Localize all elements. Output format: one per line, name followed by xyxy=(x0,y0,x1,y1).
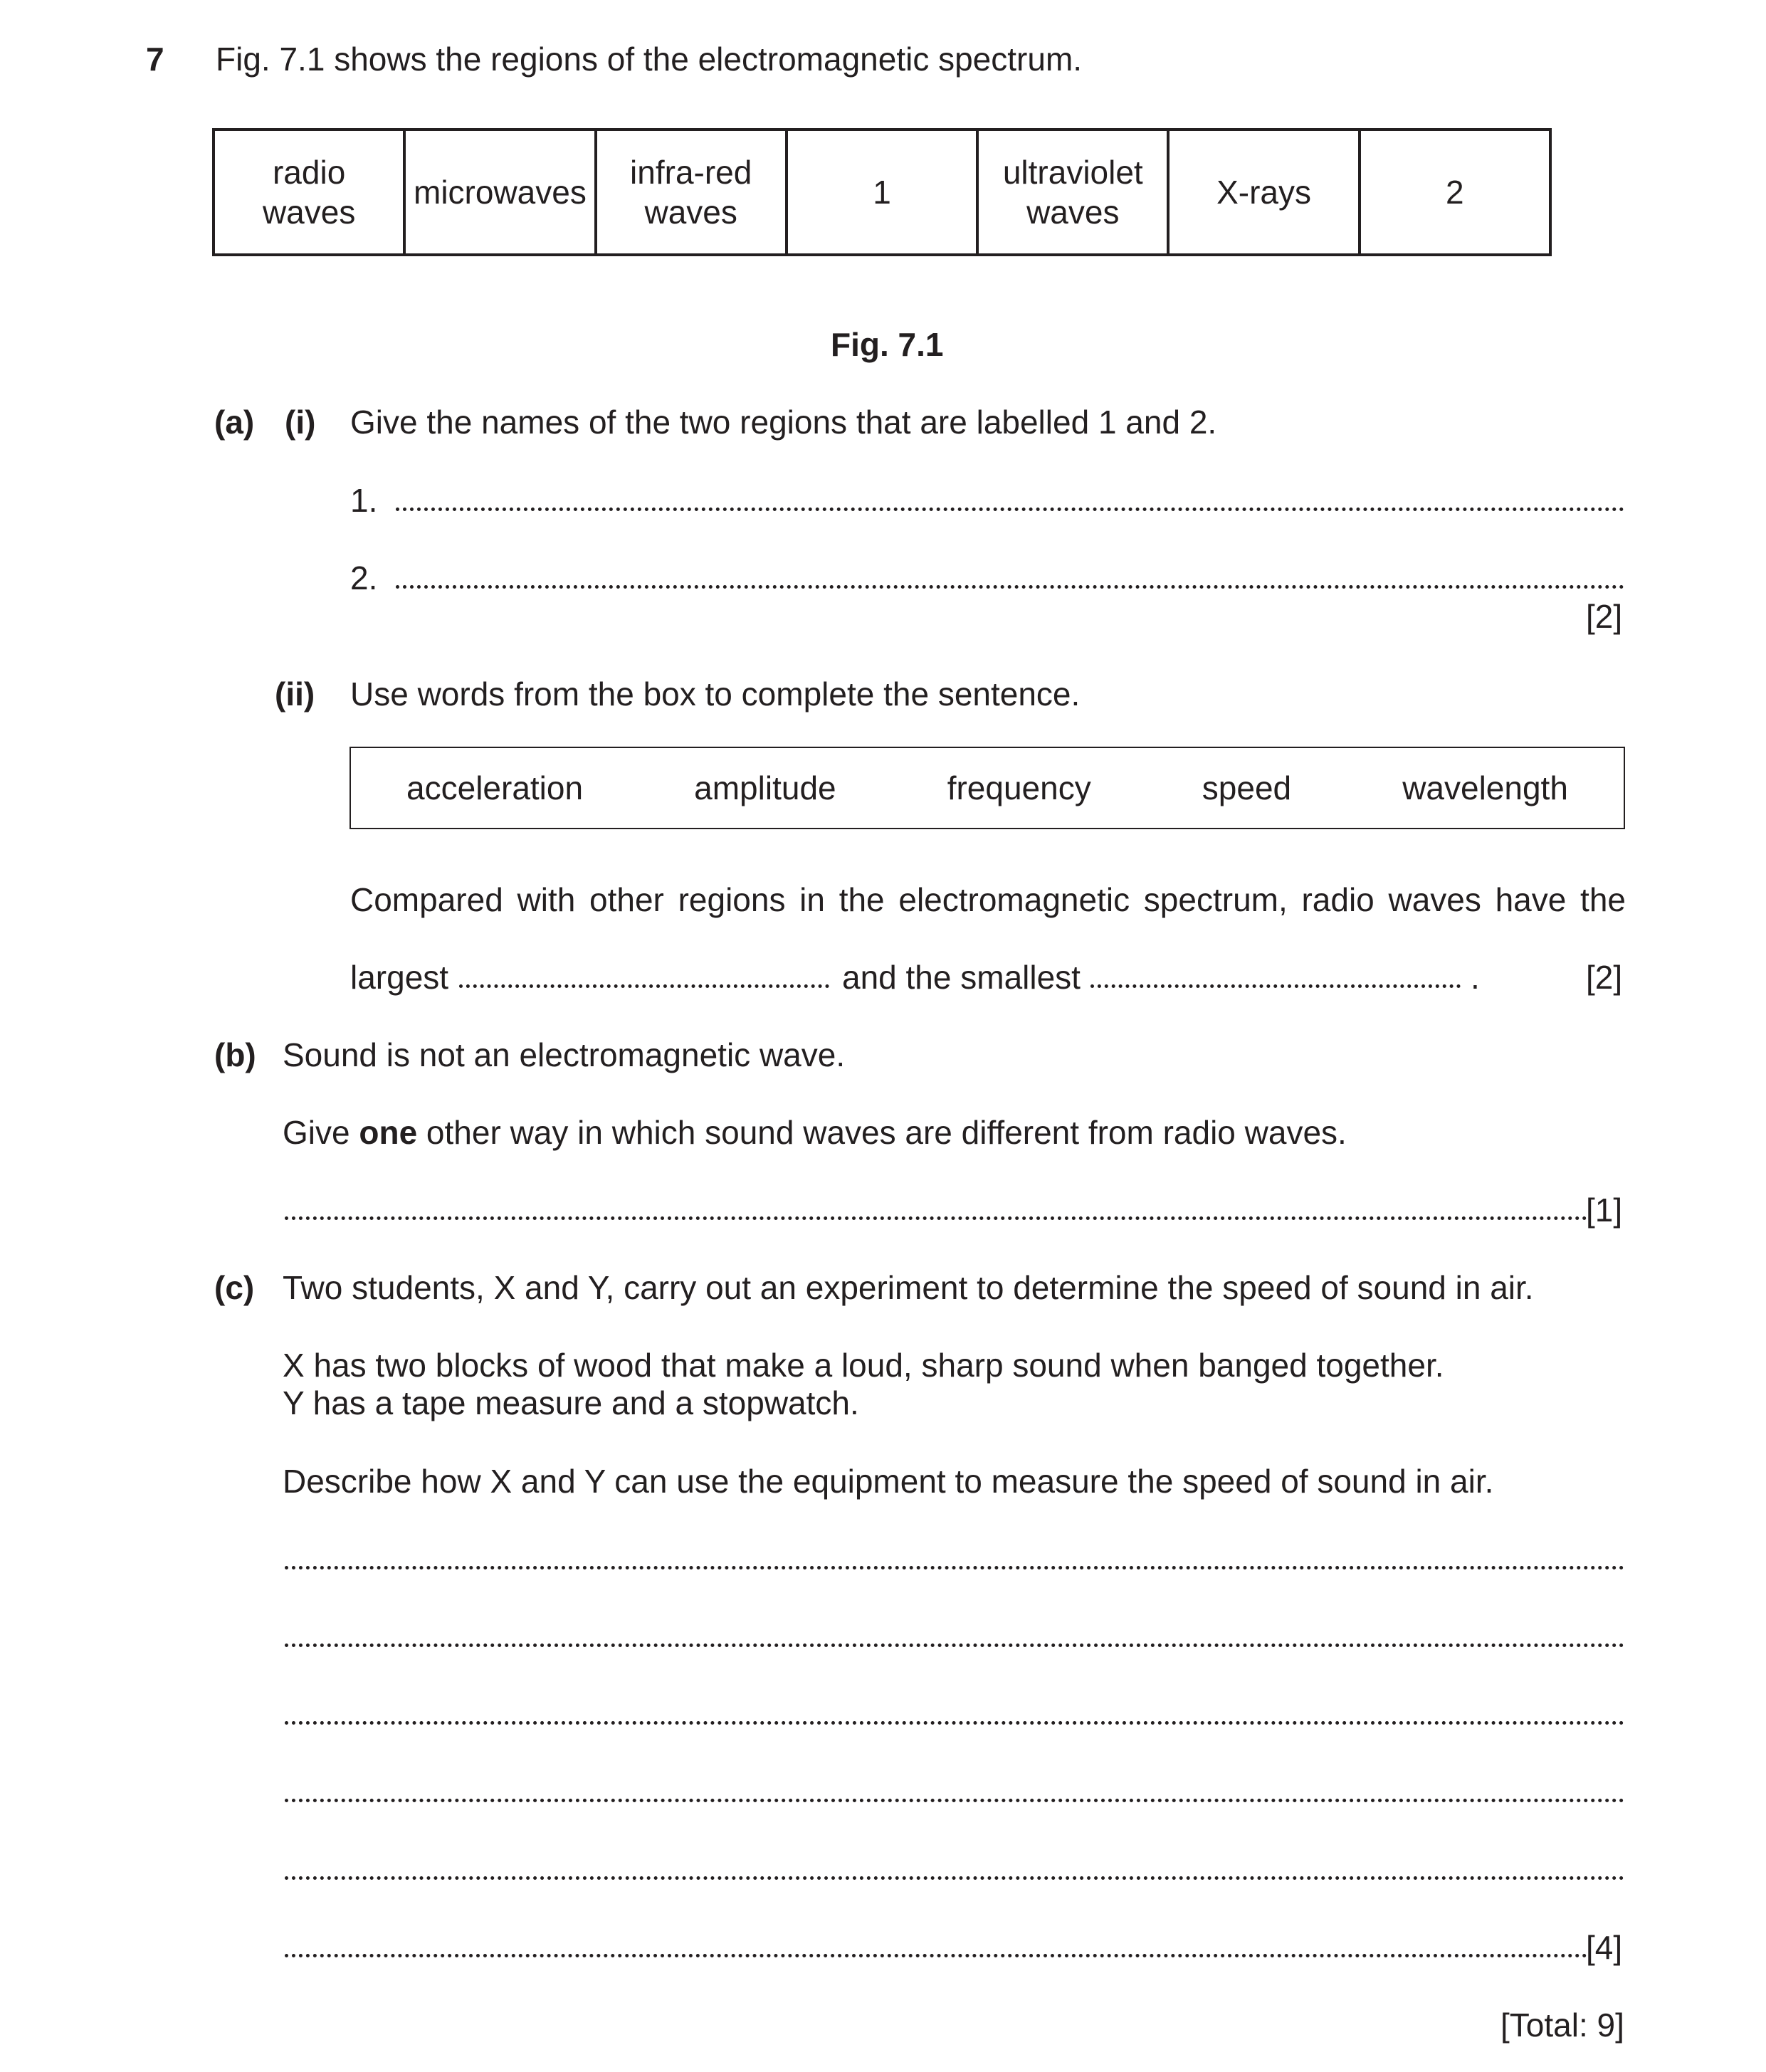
word-box xyxy=(349,747,1625,829)
part-b-statement: Sound is not an electromagnetic wave. xyxy=(283,1036,846,1073)
blank-smallest[interactable] xyxy=(1090,984,1461,988)
spectrum-cell-region-1: 1 xyxy=(788,131,979,253)
answer-line-c[interactable] xyxy=(285,1721,1624,1725)
part-a-label: (a) xyxy=(214,404,255,441)
figure-caption: Fig. 7.1 xyxy=(831,326,944,363)
sentence-line-1: Compared with other regions in the electromagnetic spectrum, radio waves have the xyxy=(350,881,1626,918)
answer-line-c[interactable] xyxy=(285,1954,1587,1957)
part-a-i-text: Give the names of the two regions that are labelled 1 and 2. xyxy=(350,404,1217,441)
marks-c: [4] xyxy=(1586,1929,1623,1966)
sentence-middle: and the smallest xyxy=(842,959,1081,996)
part-a-ii-label: (ii) xyxy=(275,675,315,712)
marks-b: [1] xyxy=(1586,1192,1623,1229)
spectrum-cell-microwaves: microwaves xyxy=(406,131,596,253)
answer-line-c[interactable] xyxy=(285,1644,1624,1647)
spectrum-cell-ultraviolet: ultraviolet waves xyxy=(979,131,1170,253)
answer-line-c[interactable] xyxy=(285,1799,1624,1802)
answer-line-b[interactable] xyxy=(285,1216,1587,1220)
answer-line-1-label: 1. xyxy=(350,482,378,519)
total-marks: [Total: 9] xyxy=(1500,2007,1624,2044)
word-option: frequency xyxy=(947,769,1091,806)
part-b-prompt: Give one other way in which sound waves are different from radio waves. xyxy=(283,1114,1347,1151)
part-c-text-2: X has two blocks of wood that make a loud, sharp sound when banged together. xyxy=(283,1347,1444,1384)
part-c-label: (c) xyxy=(214,1269,255,1306)
answer-line-2[interactable] xyxy=(396,585,1624,589)
spectrum-table xyxy=(212,128,1552,256)
part-c-text-1: Two students, X and Y, carry out an experiment to determine the speed of sound in air. xyxy=(283,1269,1534,1306)
answer-line-c[interactable] xyxy=(285,1566,1624,1569)
spectrum-cell-region-2: 2 xyxy=(1446,174,1464,211)
blank-largest[interactable] xyxy=(459,984,829,988)
word-option: amplitude xyxy=(694,769,836,806)
spectrum-cell-xrays: X-rays xyxy=(1170,131,1360,253)
question-number: 7 xyxy=(146,41,164,78)
part-b-label: (b) xyxy=(214,1036,256,1073)
word-option: speed xyxy=(1202,769,1292,806)
sentence-largest: largest xyxy=(350,959,449,996)
part-c-text-3: Y has a tape measure and a stopwatch. xyxy=(283,1384,859,1421)
marks-a-i: [2] xyxy=(1586,598,1623,635)
spectrum-cell-radio: radio waves xyxy=(215,131,406,253)
part-a-ii-text: Use words from the box to complete the sentence. xyxy=(350,675,1081,712)
answer-line-2-label: 2. xyxy=(350,559,378,596)
spectrum-cell-infrared: infra-red waves xyxy=(597,131,788,253)
part-c-text-4: Describe how X and Y can use the equipment to measure the speed of sound in air. xyxy=(283,1463,1494,1500)
question-intro: Fig. 7.1 shows the regions of the electromagnetic spectrum. xyxy=(216,41,1083,78)
sentence-end: . xyxy=(1471,959,1480,996)
part-a-i-label: (i) xyxy=(285,404,316,441)
answer-line-c[interactable] xyxy=(285,1876,1624,1880)
word-option: acceleration xyxy=(406,769,584,806)
word-option: wavelength xyxy=(1402,769,1568,806)
marks-a-ii: [2] xyxy=(1586,959,1623,996)
answer-line-1[interactable] xyxy=(396,508,1624,511)
